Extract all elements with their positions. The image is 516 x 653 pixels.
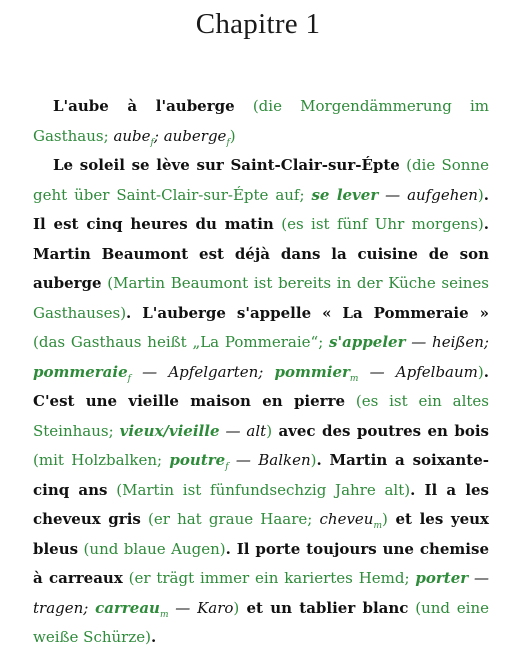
german-gloss: ; auberge (153, 126, 227, 145)
german-translation: ) (266, 421, 273, 440)
german-translation: (und eine weiße Schürze) (33, 598, 489, 646)
french-text: . L'auberge s'appelle « La Pommeraie » (126, 303, 489, 322)
french-text: . Il porte toujours une chemise à carreaux (33, 539, 489, 587)
german-gloss: — alt (219, 421, 267, 440)
german-translation: (Martin Beaumont ist bereits in der Küche seines Gasthauses) (33, 274, 489, 322)
german-translation: (die Morgendämmerung im Gasthaus; (33, 97, 489, 145)
german-translation: ) (477, 362, 484, 381)
german-gloss: cheveu (319, 510, 374, 528)
german-translation: ) (477, 185, 484, 204)
french-text: et les yeux bleus (33, 510, 489, 558)
vocab-term: vieux/vieille (119, 421, 220, 440)
gender-marker: f (150, 137, 154, 148)
vocab-term: carreau (95, 598, 160, 617)
chapter-text (33, 92, 489, 653)
german-gloss: — tragen; (33, 569, 489, 617)
chapter-title: Chapitre 1 (195, 8, 321, 40)
german-translation: (es ist ein altes Steinhaus; (33, 392, 490, 440)
french-text: . Il a les cheveux gris (33, 480, 490, 528)
german-translation: (er hat graue Haare; (140, 510, 320, 528)
german-gloss: — aufgehen (378, 185, 478, 204)
french-text: . Il est cinq heures du matin (33, 185, 490, 233)
german-translation: (Martin ist fünfundsechzig Jahre alt) (107, 480, 411, 499)
gender-marker: f (225, 462, 229, 472)
french-text: . Martin Beaumont est déjà dans la cuisine de son auberge (33, 215, 489, 292)
gender-marker: m (349, 373, 359, 384)
french-text: . C'est une vieille maison en pierre (33, 362, 489, 410)
vocab-term: porter (415, 569, 469, 587)
german-translation: ) (310, 451, 317, 469)
vocab-term: poutre (169, 451, 226, 469)
french-text: . Martin a soixante-cinq ans (33, 451, 489, 499)
french-text: et un tablier blanc (239, 598, 409, 617)
vocab-term: pommier (274, 362, 350, 381)
german-translation: (die Sonne geht über Saint-Clair-sur-Épte auf; (33, 156, 489, 204)
german-gloss: — Apfelbaum (358, 362, 478, 381)
german-translation: (es ist fünf Uhr morgens) (273, 215, 484, 233)
gender-marker: f (127, 373, 131, 384)
german-gloss: — Apfelgarten; (131, 362, 275, 381)
german-translation: (er trägt immer ein kariertes Hemd; (122, 569, 416, 587)
german-translation: ) (382, 510, 388, 528)
gender-marker: m (159, 609, 169, 620)
german-translation: (das Gasthaus heißt „La Pommeraie“; (33, 333, 330, 351)
paragraph-1 (33, 92, 489, 151)
german-translation: (und blaue Augen) (78, 539, 226, 558)
french-text: L'aube à l'auberge (53, 97, 235, 115)
german-translation: ) (233, 598, 240, 617)
german-translation: (mit Holzbalken; (33, 451, 170, 469)
german-translation: ) (229, 126, 236, 145)
french-text: . (150, 628, 157, 646)
vocab-term: s'appeler (329, 333, 406, 351)
german-gloss: aube (113, 126, 151, 145)
french-text: avec des poutres en bois (272, 421, 489, 440)
german-gloss: — Balken (228, 451, 311, 469)
vocab-term: se lever (311, 185, 379, 204)
german-gloss: — heißen; (405, 333, 489, 351)
german-gloss: — Karo (168, 598, 234, 617)
gender-marker: m (373, 521, 383, 531)
gender-marker: f (226, 137, 230, 148)
french-text: Le soleil se lève sur Saint-Clair-sur-Épte (53, 156, 400, 174)
vocab-term: pommeraie (33, 362, 128, 381)
paragraph-2 (33, 151, 489, 653)
